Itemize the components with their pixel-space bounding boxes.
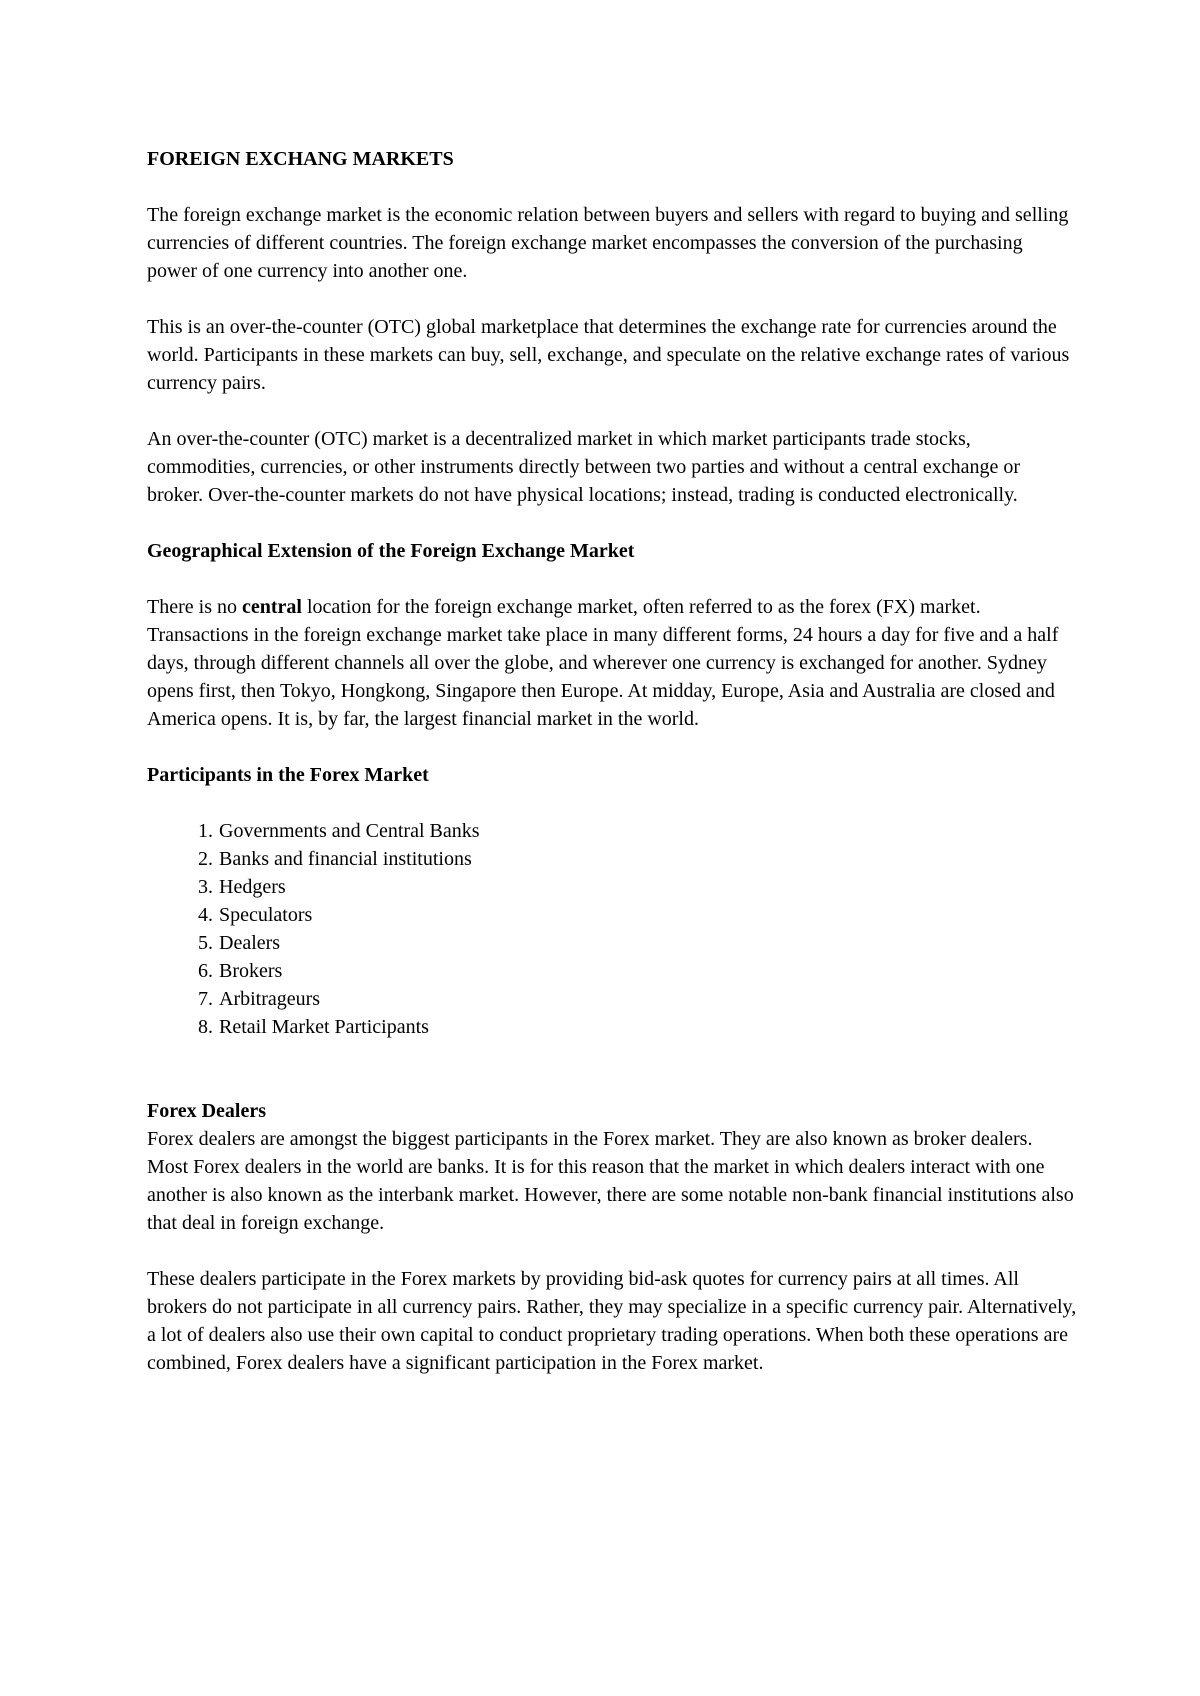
intro-paragraph-2: This is an over-the-counter (OTC) global marketplace that determines the exchange rate for currencies around the world. Participants in these markets can buy, sell, exchange, and speculate on the relative exchange rates of various currency pairs.: [147, 316, 1070, 394]
list-item: [147, 817, 1077, 845]
list-item-label: Brokers: [219, 960, 283, 982]
dealers-paragraph-1: Forex dealers are amongst the biggest participants in the Forex market. They are also known as broker dealers. Most Forex dealers in the world are banks. It is for this reason that the market in which dealers interact with one another is also known as the interbank market. However, there are some notable non-bank financial institutions also that deal in foreign exchange.: [147, 1128, 1074, 1234]
list-item-number: 6.: [198, 960, 213, 982]
list-item: [147, 873, 1077, 901]
dealers-paragraph-2: These dealers participate in the Forex markets by providing bid-ask quotes for currency pairs at all times. All brokers do not participate in all currency pairs. Rather, they may specialize in a specific currency pair. Alternatively, a lot of dealers also use their own capital to conduct proprietary trading operations. When both these operations are combined, Forex dealers have a significant participation in the Forex market.: [147, 1268, 1077, 1374]
list-item-label: Dealers: [219, 932, 281, 954]
list-item-label: Hedgers: [219, 876, 286, 898]
participants-list: [147, 817, 1077, 1041]
dealers-heading: Forex Dealers: [147, 1100, 267, 1122]
geo-heading: Geographical Extension of the Foreign Exchange Market: [147, 540, 635, 562]
geo-paragraph: [147, 593, 1077, 733]
document-title: FOREIGN EXCHANG MARKETS: [147, 148, 454, 170]
list-item: [147, 929, 1077, 957]
list-item: [147, 901, 1077, 929]
geo-text-after: location for the foreign exchange market, often referred to as the forex (FX) market. Transactions in the foreign exchange market take place in many different forms, 24 hours a day for five and a half days, through different channels all over the globe, and wherever one currency is exchanged for another. Sydney opens first, then Tokyo, Hongkong, Singapore then Europe. At midday, Europe, Asia and Australia are closed and America opens. It is, by far, the largest financial market in the world.: [147, 596, 1059, 730]
geo-text-before: There is no: [147, 596, 242, 618]
list-item-label: Banks and financial institutions: [219, 848, 472, 870]
list-item-label: Arbitrageurs: [219, 988, 321, 1010]
geo-bold-word: central: [241, 596, 302, 618]
list-item-number: 8.: [198, 1016, 213, 1038]
list-item-label: Governments and Central Banks: [219, 820, 480, 842]
list-item-number: 5.: [198, 932, 213, 954]
intro-paragraph-1: The foreign exchange market is the economic relation between buyers and sellers with regard to buying and selling currencies of different countries. The foreign exchange market encompasses the conversion of the purchasing power of one currency into another one.: [147, 204, 1069, 282]
list-item: [147, 845, 1077, 873]
document-page: [147, 145, 1077, 1405]
list-item: [147, 985, 1077, 1013]
list-item-number: 7.: [198, 988, 213, 1010]
list-item-label: Retail Market Participants: [219, 1016, 429, 1038]
list-item-number: 1.: [198, 820, 213, 842]
intro-paragraph-3: An over-the-counter (OTC) market is a decentralized market in which market participants trade stocks, commodities, currencies, or other instruments directly between two parties and without a central exchange or broker. Over-the-counter markets do not have physical locations; instead, trading is conducted electronically.: [147, 428, 1021, 506]
list-item-number: 3.: [198, 876, 213, 898]
participants-heading: Participants in the Forex Market: [147, 764, 429, 786]
list-item-label: Speculators: [219, 904, 313, 926]
list-item-number: 2.: [198, 848, 213, 870]
list-item-number: 4.: [198, 904, 213, 926]
list-item: [147, 957, 1077, 985]
list-item: [147, 1013, 1077, 1041]
